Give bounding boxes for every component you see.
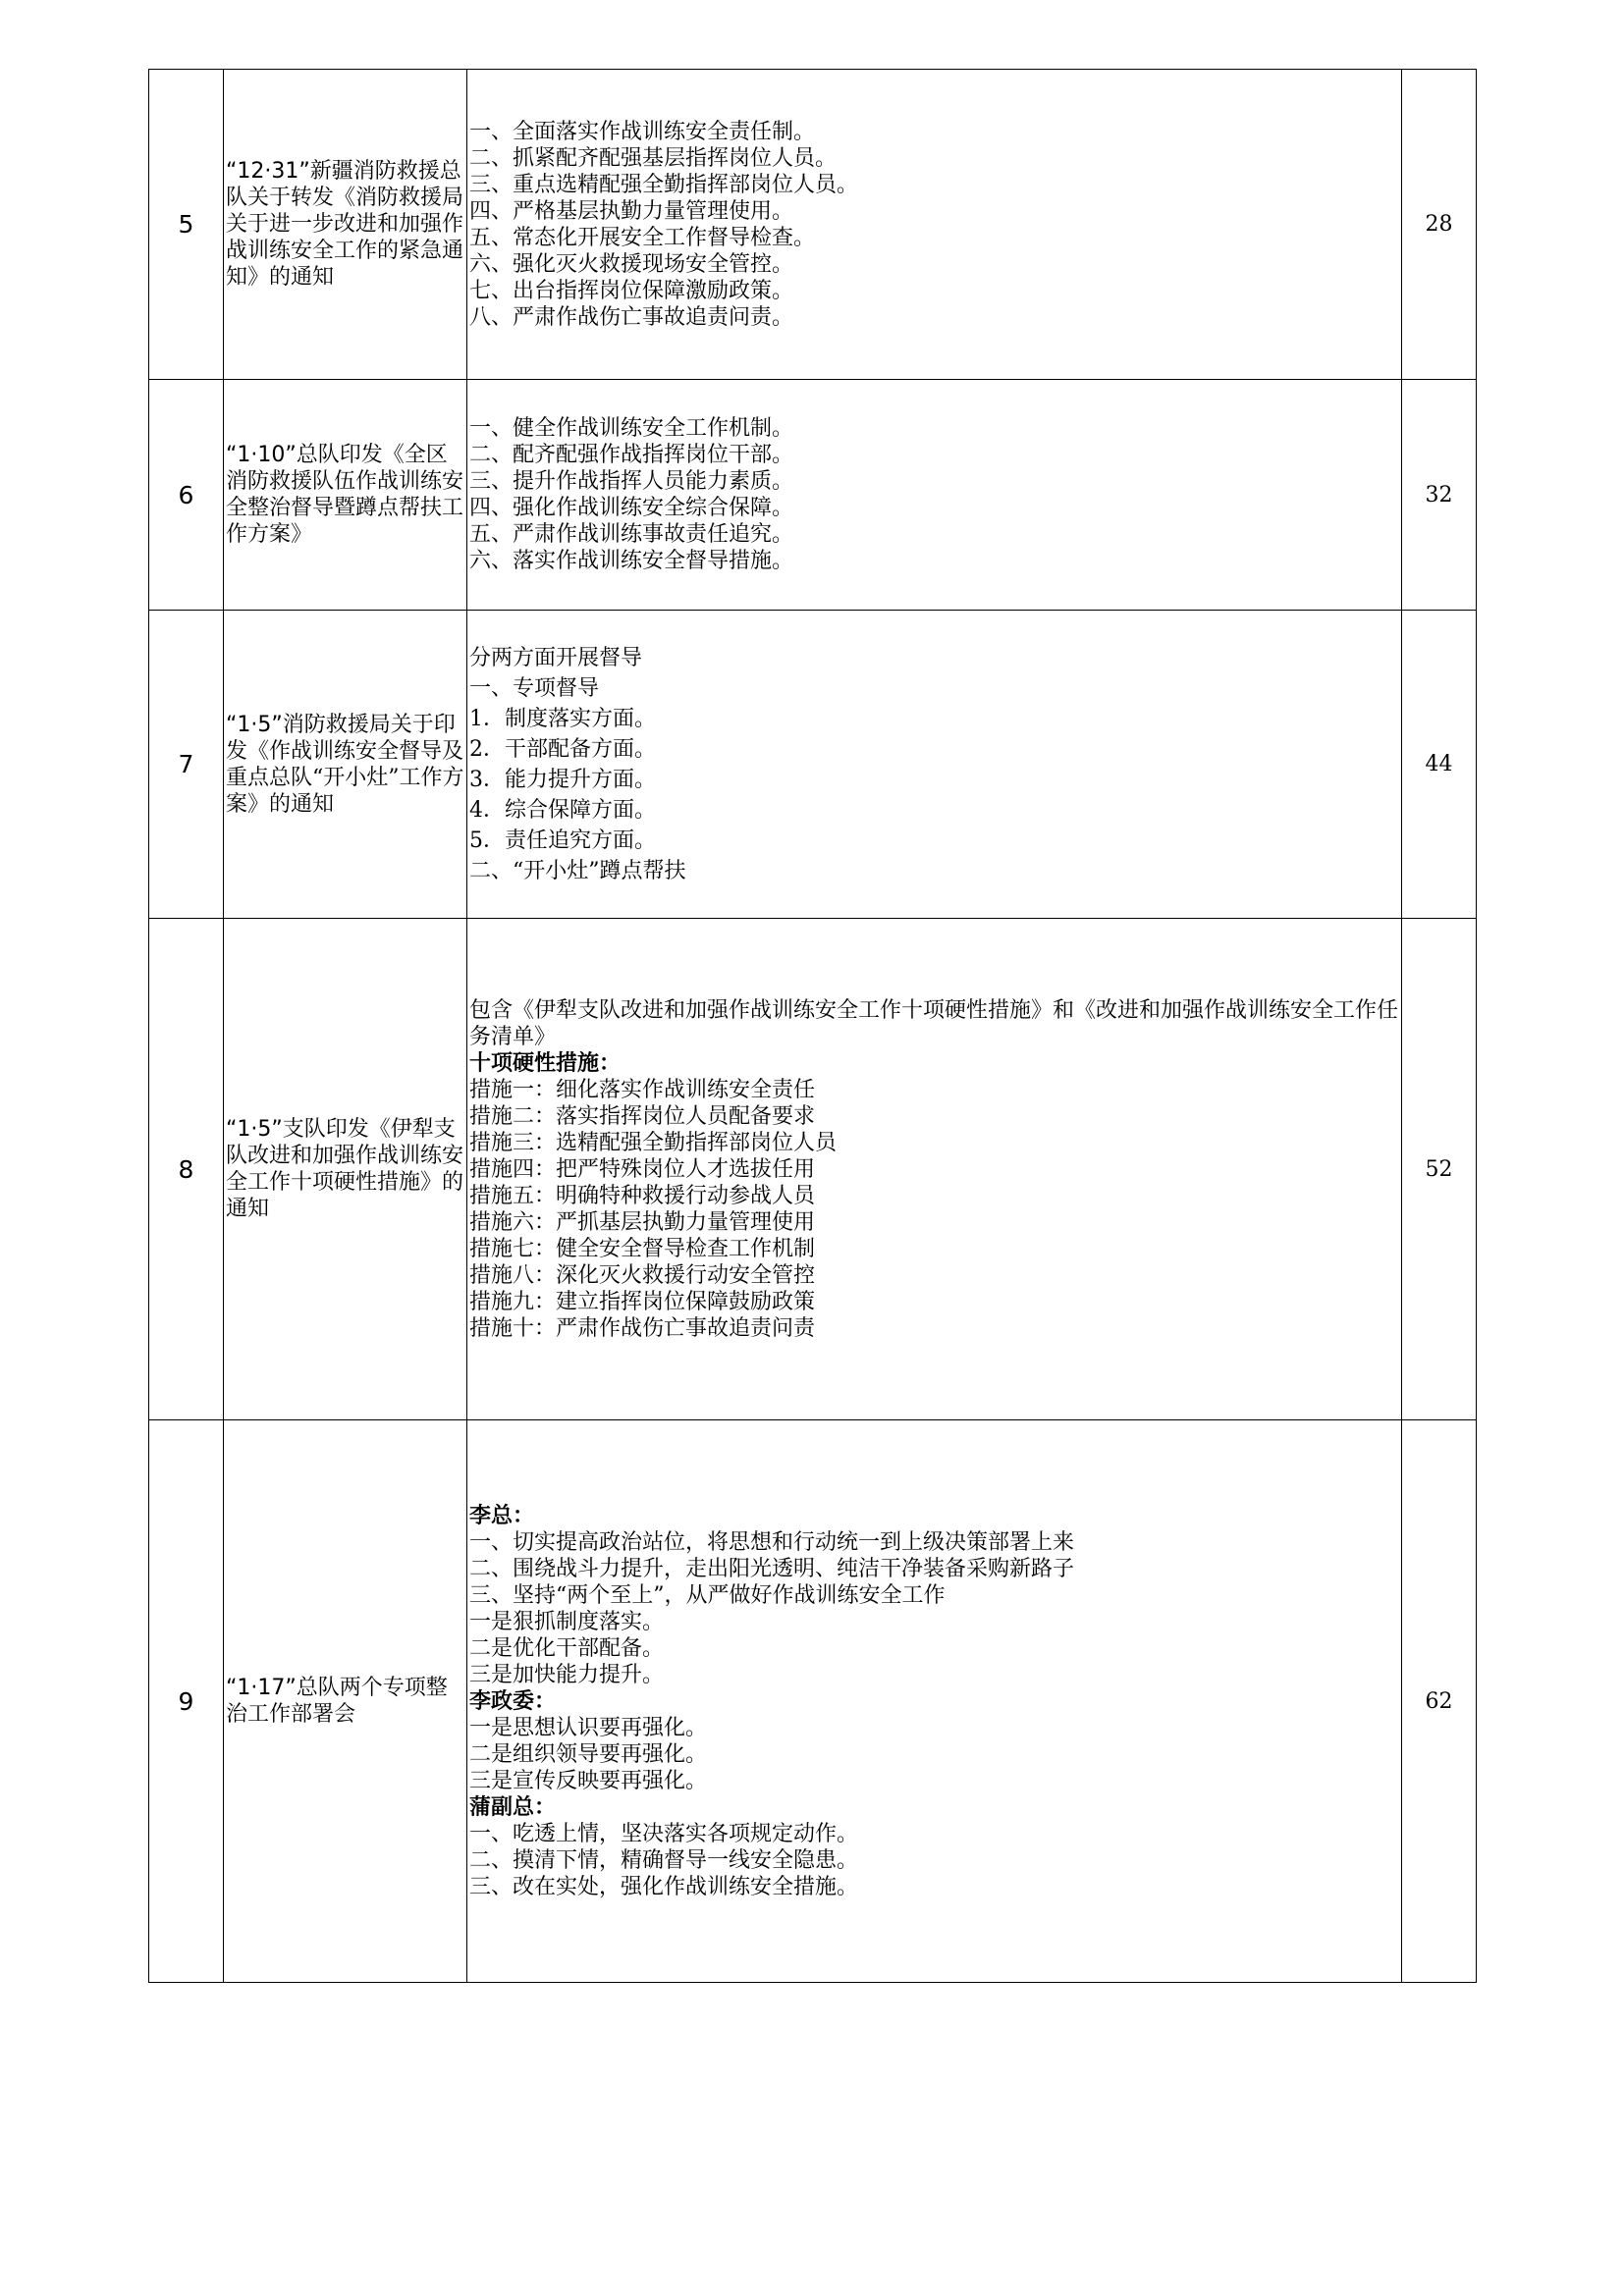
row-content xyxy=(467,70,1402,380)
content-line: 3．能力提升方面。 xyxy=(469,767,656,792)
title-date: “1·17” xyxy=(226,1676,297,1700)
title-text: 总队两个专项整治工作部署会 xyxy=(226,1676,448,1727)
content-intro: 包含《伊犁支队改进和加强作战训练安全工作十项硬性措施》和《改进和加强作战训练安全工作任务清单》 xyxy=(469,997,1399,1049)
content-line: 4．综合保障方面。 xyxy=(469,797,656,823)
content-line: 一、健全作战训练安全工作机制。 xyxy=(469,416,794,441)
content-line: 三是宣传反映要再强化。 xyxy=(469,1768,708,1793)
table-row xyxy=(149,70,1477,380)
page-number: 44 xyxy=(1402,611,1477,919)
content-heading: 十项硬性措施： xyxy=(469,1050,622,1076)
content-line: 一、吃透上情，坚决落实各项规定动作。 xyxy=(469,1821,859,1846)
row-title xyxy=(224,70,467,380)
content-line: 二是优化干部配备。 xyxy=(469,1635,665,1661)
table-row xyxy=(149,919,1477,1420)
content-line: 分两方面开展督导 xyxy=(469,645,643,670)
content-line: 六、落实作战训练安全督导措施。 xyxy=(469,549,794,573)
row-number: 5 xyxy=(149,70,224,380)
title-date: “1·5” xyxy=(226,712,283,737)
content-line: 二是组织领导要再强化。 xyxy=(469,1741,708,1767)
content-line: 措施五：明确特种救援行动参战人员 xyxy=(469,1183,816,1208)
table-row xyxy=(149,611,1477,919)
content-line: 1．制度落实方面。 xyxy=(469,706,656,731)
content-line: 措施四：把严特殊岗位人才选拔任用 xyxy=(469,1156,816,1182)
content-line: 一、全面落实作战训练安全责任制。 xyxy=(469,119,816,144)
content-line: 一是思想认识要再强化。 xyxy=(469,1715,708,1740)
content-line: 三、提升作战指挥人员能力素质。 xyxy=(469,469,794,494)
content-line: 二、围绕战斗力提升，走出阳光透明、纯洁干净装备采购新路子 xyxy=(469,1556,1075,1581)
content-line: 措施七：健全安全督导检查工作机制 xyxy=(469,1236,816,1261)
content-line: 一是狠抓制度落实。 xyxy=(469,1609,665,1634)
content-line: 5．责任追究方面。 xyxy=(469,828,656,853)
page-number: 52 xyxy=(1402,919,1477,1420)
row-title xyxy=(224,611,467,919)
row-content xyxy=(467,1420,1402,1983)
row-content xyxy=(467,611,1402,919)
content-line: 四、强化作战训练安全综合保障。 xyxy=(469,496,794,520)
content-line: 八、严肃作战伤亡事故追责问责。 xyxy=(469,304,794,330)
page-number: 28 xyxy=(1402,70,1477,380)
content-line: 措施二：落实指挥岗位人员配备要求 xyxy=(469,1103,816,1129)
content-line: 二、“开小灶”蹲点帮扶 xyxy=(469,858,686,883)
row-number: 9 xyxy=(149,1420,224,1983)
content-line: 措施一：细化落实作战训练安全责任 xyxy=(469,1077,816,1102)
page-number: 32 xyxy=(1402,380,1477,611)
title-date: “12·31” xyxy=(226,159,310,184)
content-line: 一、专项督导 xyxy=(469,675,600,701)
content-line: 措施九：建立指挥岗位保障鼓励政策 xyxy=(469,1289,816,1314)
content-line: 措施八：深化灭火救援行动安全管控 xyxy=(469,1262,816,1288)
content-line: 一、切实提高政治站位，将思想和行动统一到上级决策部署上来 xyxy=(469,1529,1075,1555)
row-title xyxy=(224,919,467,1420)
content-line: 三是加快能力提升。 xyxy=(469,1662,665,1687)
table-row xyxy=(149,1420,1477,1983)
content-line: 七、出台指挥岗位保障激励政策。 xyxy=(469,278,794,303)
row-number: 8 xyxy=(149,919,224,1420)
title-text: 新疆消防救援总队关于转发《消防救援局关于进一步改进和加强作战训练安全工作的紧急通知》的通知 xyxy=(226,159,464,290)
title-date: “1·5” xyxy=(226,1117,283,1142)
content-line: 三、改在实处，强化作战训练安全措施。 xyxy=(469,1874,859,1899)
row-number: 7 xyxy=(149,611,224,919)
content-line: 四、严格基层执勤力量管理使用。 xyxy=(469,198,794,224)
content-line: 三、重点选精配强全勤指挥部岗位人员。 xyxy=(469,172,859,197)
title-text: 总队印发《全区消防救援队伍作战训练安全整治督导暨蹲点帮扶工作方案》 xyxy=(226,443,464,547)
row-content xyxy=(467,919,1402,1420)
content-line: 2．干部配备方面。 xyxy=(469,736,656,762)
content-line: 二、摸清下情，精确督导一线安全隐患。 xyxy=(469,1847,859,1873)
content-line: 三、坚持“两个至上”，从严做好作战训练安全工作 xyxy=(469,1582,946,1608)
content-line: 五、严肃作战训练事故责任追究。 xyxy=(469,522,794,547)
title-text: 支队印发《伊犁支队改进和加强作战训练安全工作十项硬性措施》的通知 xyxy=(226,1117,464,1221)
section-heading: 李总： xyxy=(469,1503,535,1528)
content-line: 二、抓紧配齐配强基层指挥岗位人员。 xyxy=(469,145,838,171)
content-line: 措施六：严抓基层执勤力量管理使用 xyxy=(469,1209,816,1235)
content-line: 措施三：选精配强全勤指挥部岗位人员 xyxy=(469,1130,838,1155)
row-number: 6 xyxy=(149,380,224,611)
content-line: 措施十：严肃作战伤亡事故追责问责 xyxy=(469,1315,816,1341)
table-row xyxy=(149,380,1477,611)
section-heading: 蒲副总： xyxy=(469,1794,557,1820)
contents-table xyxy=(148,69,1477,1983)
content-line: 二、配齐配强作战指挥岗位干部。 xyxy=(469,443,794,467)
content-line: 六、强化灭火救援现场安全管控。 xyxy=(469,251,794,277)
row-content xyxy=(467,380,1402,611)
title-text: 消防救援局关于印发《作战训练安全督导及重点总队“开小灶”工作方案》的通知 xyxy=(226,712,464,817)
row-title xyxy=(224,380,467,611)
content-line: 五、常态化开展安全工作督导检查。 xyxy=(469,225,816,250)
row-title xyxy=(224,1420,467,1983)
page-number: 62 xyxy=(1402,1420,1477,1983)
section-heading: 李政委： xyxy=(469,1688,557,1714)
title-date: “1·10” xyxy=(226,443,297,467)
